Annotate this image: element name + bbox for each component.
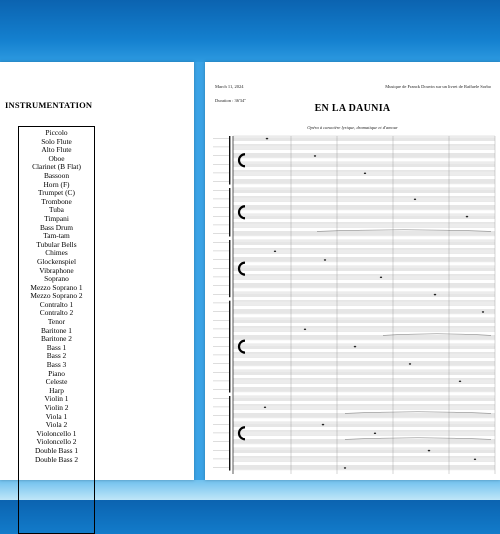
note-head	[266, 138, 268, 140]
note-head	[428, 450, 430, 452]
instrument-item: Chimes	[45, 248, 68, 258]
instrument-item: Bass Drum	[39, 222, 74, 232]
note-head	[374, 432, 376, 434]
instrument-item: Horn (F)	[43, 179, 70, 189]
instrument-item: Baritone 1	[41, 325, 72, 335]
instrument-item: Piano	[48, 368, 65, 378]
note-head	[466, 216, 468, 218]
staff-group	[213, 136, 495, 470]
instrument-item: Bass 2	[46, 351, 67, 361]
section-bracket	[229, 396, 230, 471]
section-bracket	[229, 136, 230, 185]
score-title: EN LA DAUNIA	[314, 103, 391, 114]
instrument-item: Trombone	[41, 196, 72, 206]
common-time-sign	[239, 154, 245, 166]
instrumentation-page	[0, 62, 194, 480]
score-page	[205, 62, 500, 480]
common-time-sign	[239, 263, 245, 275]
note-head	[344, 467, 346, 469]
instrument-item: Violoncello 2	[36, 437, 77, 447]
note-head	[474, 458, 476, 460]
instrument-item: Violin 1	[44, 394, 69, 404]
common-time-sign	[239, 206, 245, 218]
instrument-item: Double Bass 2	[34, 454, 79, 464]
instrument-item: Double Bass 1	[34, 445, 79, 455]
note-head	[264, 406, 266, 408]
instrument-item: Contralto 2	[39, 308, 74, 318]
slur	[345, 412, 491, 414]
instrument-item: Alto Flute	[41, 145, 72, 155]
instrument-item: Vibraphone	[39, 265, 74, 275]
note-head	[274, 250, 276, 252]
instrument-item: Piccolo	[45, 128, 68, 137]
instrument-list	[19, 129, 94, 464]
score-credit: Musique de Franck Douvin sur un livret de Raffaele Sorbo	[385, 84, 491, 89]
instrument-item: Glockenspiel	[37, 256, 76, 266]
instrument-item: Trumpet (C)	[38, 188, 75, 198]
note-head	[364, 172, 366, 174]
note-head	[414, 198, 416, 200]
instrument-item: Mezzo Soprano 1	[30, 282, 83, 292]
instrument-item: Violin 2	[44, 403, 69, 412]
instrument-item: Viola 1	[45, 411, 68, 421]
note-head	[434, 294, 436, 296]
instrumentation-title: INSTRUMENTATION	[5, 100, 93, 110]
instrument-item: Bass 1	[46, 342, 67, 352]
instrument-item: Bass 3	[46, 360, 67, 370]
score-date: March 11, 2024	[215, 84, 244, 89]
instrument-item: Solo Flute	[41, 136, 72, 146]
slur	[317, 230, 491, 232]
instrument-item: Oboe	[48, 153, 65, 163]
instrument-item: Tam-tam	[43, 231, 70, 241]
instrument-item: Contralto 1	[39, 299, 74, 309]
instrument-list-box	[18, 126, 95, 534]
instrument-item: Harp	[49, 385, 64, 395]
instrument-item: Tubular Bells	[36, 239, 77, 249]
common-time-sign	[239, 341, 245, 353]
common-time-sign	[239, 427, 245, 439]
section-bracket	[229, 188, 230, 237]
instrument-item: Violoncello 1	[36, 428, 77, 438]
instrument-item: Mezzo Soprano 2	[30, 291, 83, 301]
instrument-item: Clarinet (B Flat)	[32, 162, 81, 172]
note-head	[459, 380, 461, 382]
note-head	[322, 424, 324, 426]
instrument-item: Tuba	[49, 205, 64, 215]
note-head	[354, 346, 356, 348]
note-head	[324, 259, 326, 261]
score-duration: Duration : 36'34"	[215, 98, 247, 103]
section-bracket	[229, 240, 230, 297]
section-bracket	[229, 301, 230, 393]
slur	[383, 334, 491, 336]
instrument-item: Viola 2	[45, 420, 68, 430]
note-head	[314, 155, 316, 157]
instrument-item: Tenor	[47, 317, 66, 327]
note-head	[304, 328, 306, 330]
instrument-item: Bassoon	[43, 170, 70, 180]
instrument-item: Celeste	[45, 377, 68, 387]
score-subtitle: Opéra à caractère lyrique, dramatique et d'amour	[307, 125, 398, 130]
instrument-item: Timpani	[44, 213, 69, 223]
note-head	[409, 363, 411, 365]
note-head	[482, 311, 484, 313]
instrument-item: Baritone 2	[41, 334, 72, 344]
instrument-item: Soprano	[44, 274, 69, 284]
note-head	[380, 276, 382, 278]
slur	[345, 438, 491, 440]
